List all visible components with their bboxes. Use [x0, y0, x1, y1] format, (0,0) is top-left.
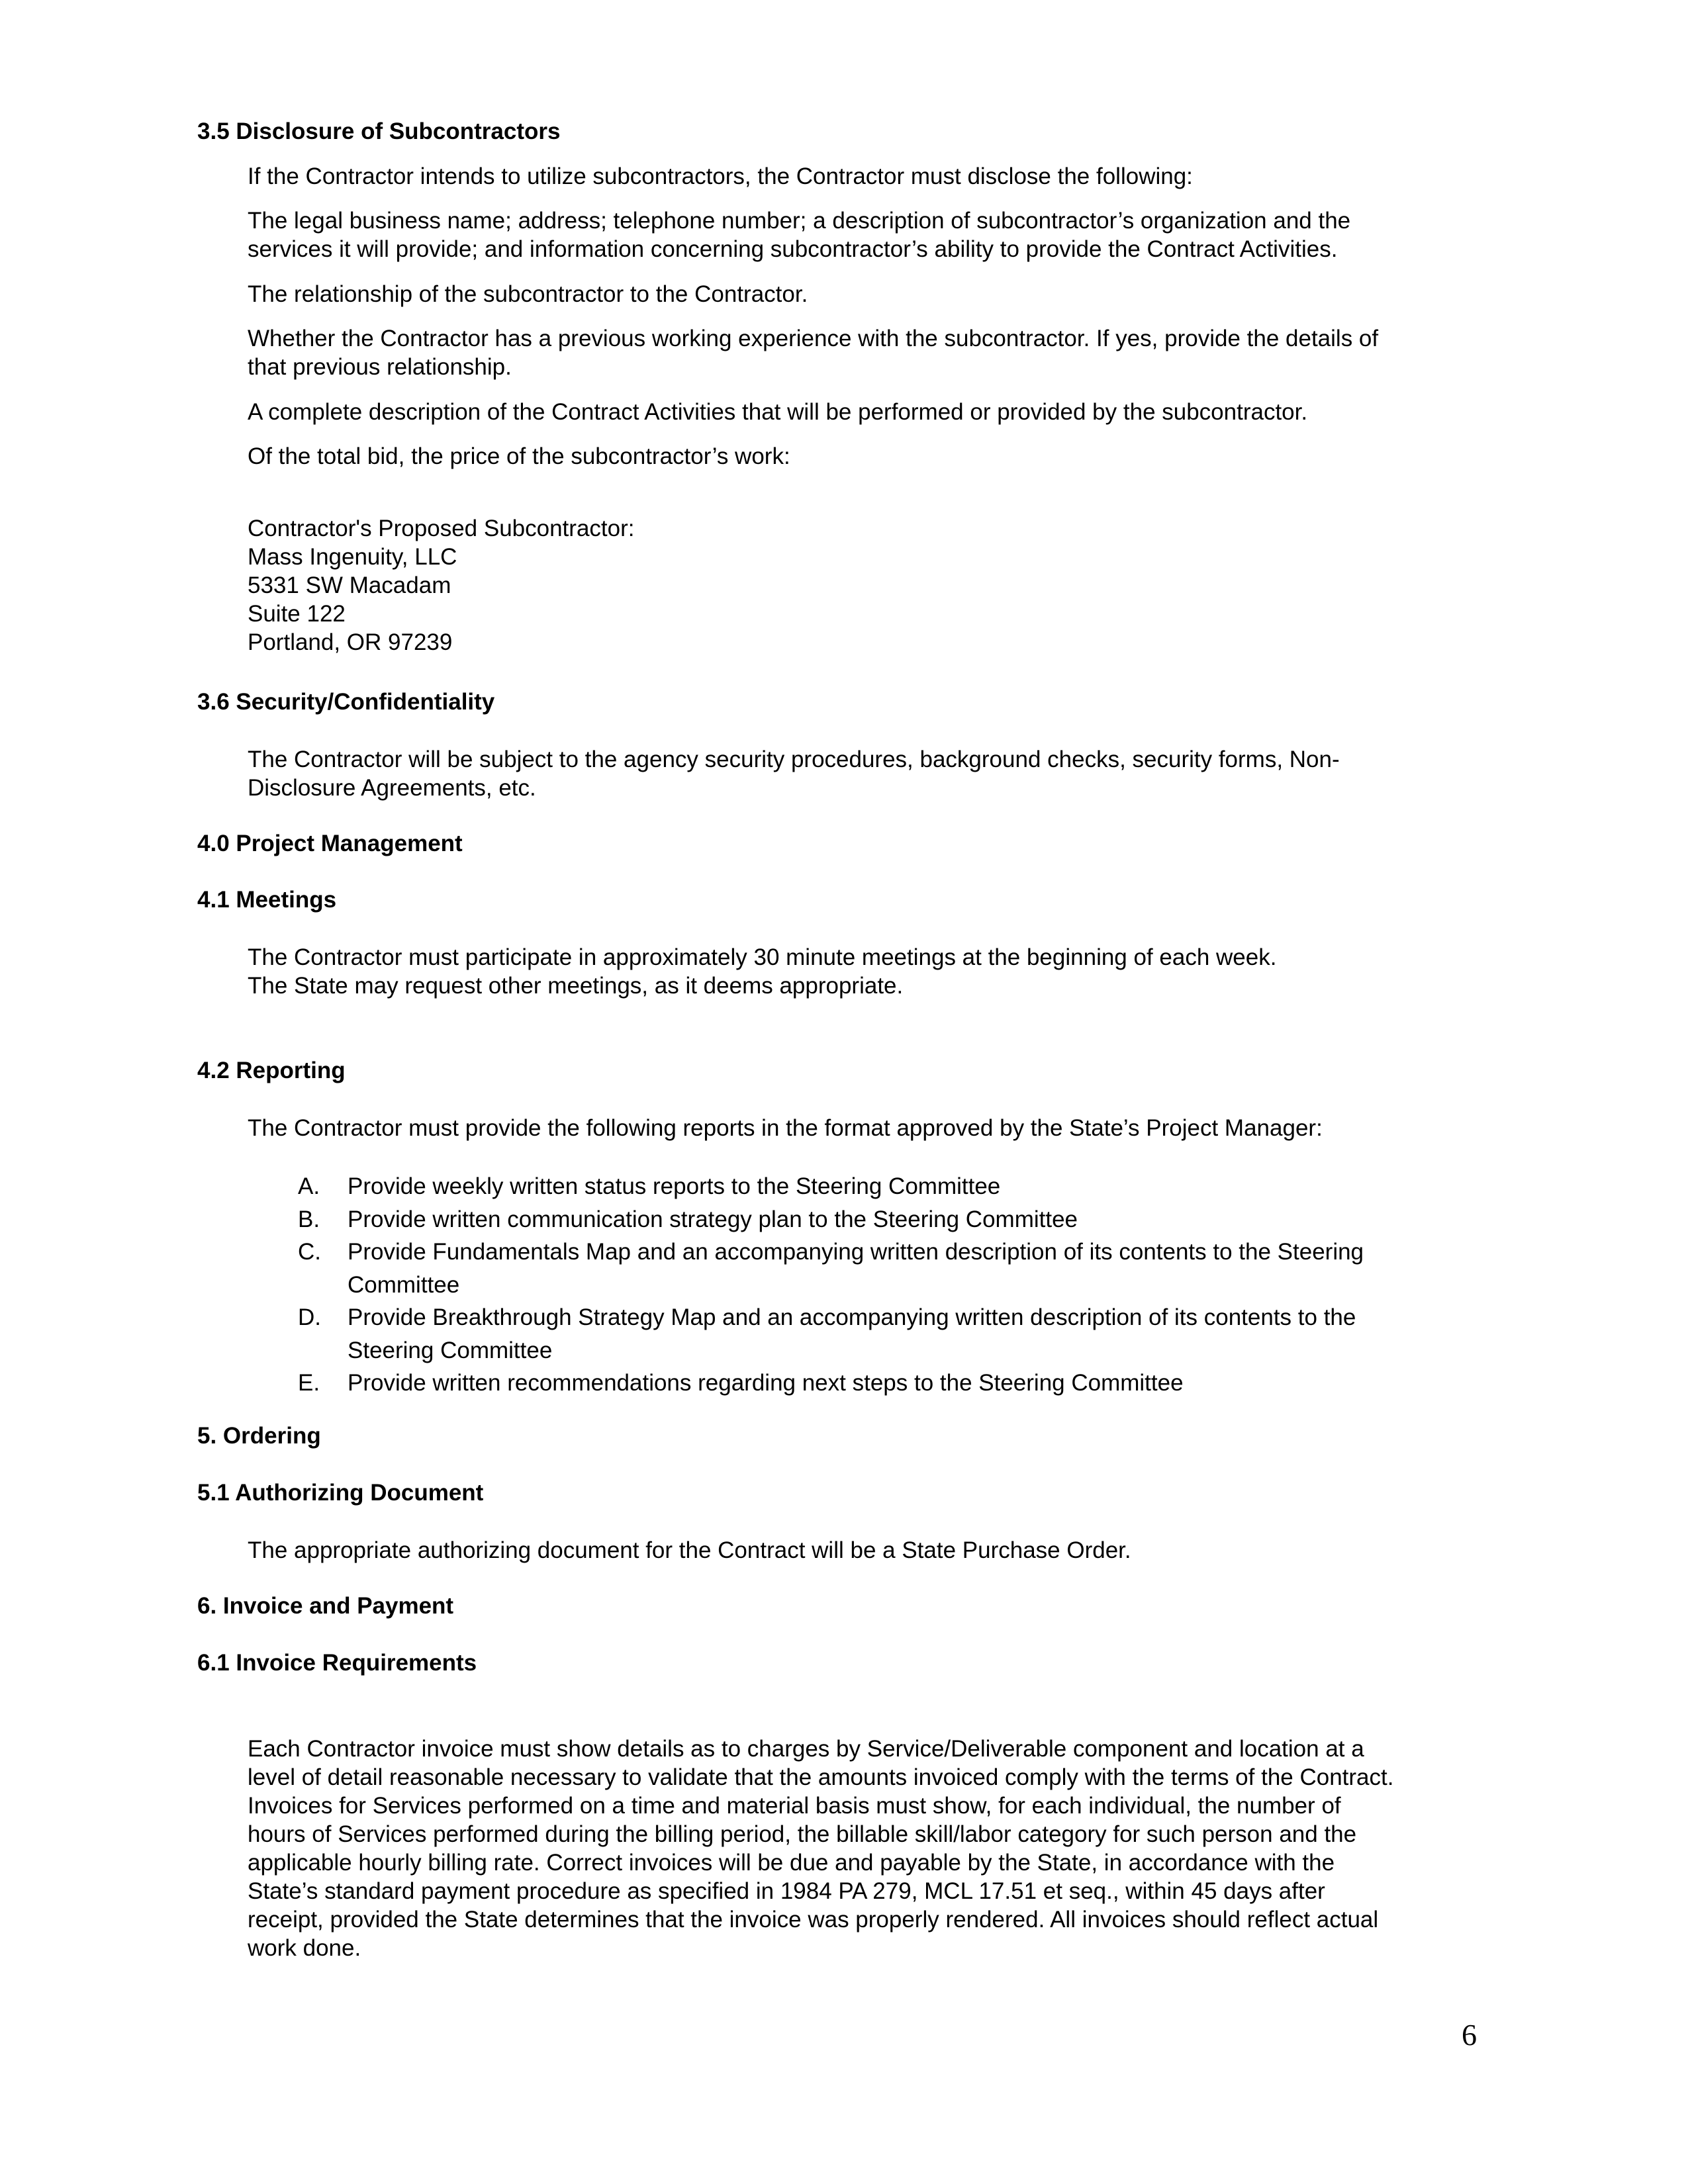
section-4-2-intro: The Contractor must provide the following reports in the format approved by the State’s Project Manager:: [248, 1115, 1323, 1141]
text-line: level of detail reasonable necessary to validate that the amounts invoiced comply with the terms of the Contract.: [248, 1764, 1394, 1790]
section-3-5-activities: A complete description of the Contract Activities that will be performed or provided by the subcontractor.: [248, 399, 1308, 425]
section-3-5-relationship: The relationship of the subcontractor to the Contractor.: [248, 281, 808, 307]
text-line: Each Contractor invoice must show details as to charges by Service/Deliverable component and location at a: [248, 1736, 1364, 1762]
section-6-heading: 6. Invoice and Payment: [197, 1593, 454, 1619]
section-6-1-body: [248, 1735, 1393, 1962]
list-item: [248, 1301, 1364, 1367]
section-4-2-heading: 4.2 Reporting: [197, 1058, 346, 1083]
address-line: Contractor's Proposed Subcontractor:: [248, 516, 635, 541]
text-line: The Contractor will be subject to the agency security procedures, background checks, security forms, Non-: [248, 747, 1340, 772]
text-line: work done.: [248, 1935, 361, 1961]
address-line: Suite 122: [248, 601, 346, 627]
text-line: receipt, provided the State determines that the invoice was properly rendered. All invoices should reflect actual: [248, 1907, 1379, 1933]
section-4-1-body: [248, 943, 1276, 1000]
list-item: [248, 1170, 1364, 1203]
reports-list: [248, 1170, 1364, 1400]
section-3-6-heading: 3.6 Security/Confidentiality: [197, 689, 495, 715]
address-line: Mass Ingenuity, LLC: [248, 544, 457, 570]
list-marker: E.: [298, 1370, 320, 1396]
section-6-1-heading: 6.1 Invoice Requirements: [197, 1650, 477, 1676]
text-line: State’s standard payment procedure as specified in 1984 PA 279, MCL 17.51 et seq., within 45 days after: [248, 1878, 1325, 1904]
list-marker: B.: [298, 1206, 320, 1232]
list-marker: A.: [298, 1173, 320, 1199]
text-line: applicable hourly billing rate. Correct invoices will be due and payable by the State, in accordance with the: [248, 1850, 1335, 1876]
list-item-text: Provide written communication strategy plan to the Steering Committee: [348, 1206, 1078, 1232]
text-line: The legal business name; address; telephone number; a description of subcontractor’s organization and the: [248, 208, 1351, 234]
text-line: The Contractor must participate in approximately 30 minute meetings at the beginning of each week.: [248, 944, 1277, 970]
list-marker: C.: [298, 1239, 321, 1265]
section-3-5-business-info: [248, 206, 1350, 263]
list-item-text: Committee: [348, 1271, 460, 1298]
subcontractor-address: [248, 514, 634, 657]
list-item-text: Provide Fundamentals Map and an accompanying written description of its contents to the Steering: [348, 1239, 1364, 1265]
text-line: Disclosure Agreements, etc.: [248, 775, 536, 801]
list-item-text: Provide Breakthrough Strategy Map and an accompanying written description of its contents to the: [348, 1304, 1356, 1330]
section-4-1-heading: 4.1 Meetings: [197, 887, 337, 913]
text-line: Whether the Contractor has a previous working experience with the subcontractor. If yes, provide the details of: [248, 326, 1379, 351]
page-number: 6: [1462, 2018, 1477, 2052]
section-3-5-intro: If the Contractor intends to utilize subcontractors, the Contractor must disclose the following:: [248, 163, 1193, 189]
section-3-5-experience: [248, 324, 1378, 381]
section-3-5-heading: 3.5 Disclosure of Subcontractors: [197, 118, 561, 144]
list-item: [248, 1367, 1364, 1400]
list-item: [248, 1236, 1364, 1301]
section-5-1-heading: 5.1 Authorizing Document: [197, 1480, 484, 1506]
address-line: 5331 SW Macadam: [248, 572, 451, 598]
section-4-0-heading: 4.0 Project Management: [197, 831, 463, 856]
text-line: hours of Services performed during the billing period, the billable skill/labor category for such person and the: [248, 1821, 1357, 1847]
address-line: Portland, OR 97239: [248, 629, 453, 655]
section-3-6-body: [248, 745, 1340, 802]
list-item-text: Provide weekly written status reports to the Steering Committee: [348, 1173, 1001, 1199]
list-item: [248, 1203, 1364, 1236]
text-line: services it will provide; and information concerning subcontractor’s ability to provide the Contract Activities.: [248, 236, 1338, 262]
text-line: The State may request other meetings, as it deems appropriate.: [248, 973, 904, 999]
text-line: Invoices for Services performed on a time and material basis must show, for each individual, the number of: [248, 1793, 1341, 1819]
section-5-heading: 5. Ordering: [197, 1423, 321, 1449]
text-line: that previous relationship.: [248, 354, 512, 380]
section-3-5-price: Of the total bid, the price of the subcontractor’s work:: [248, 443, 790, 469]
list-item-text: Provide written recommendations regarding next steps to the Steering Committee: [348, 1370, 1184, 1396]
list-marker: D.: [298, 1304, 321, 1330]
section-5-1-body: The appropriate authorizing document for the Contract will be a State Purchase Order.: [248, 1537, 1131, 1563]
list-item-text: Steering Committee: [348, 1337, 553, 1363]
